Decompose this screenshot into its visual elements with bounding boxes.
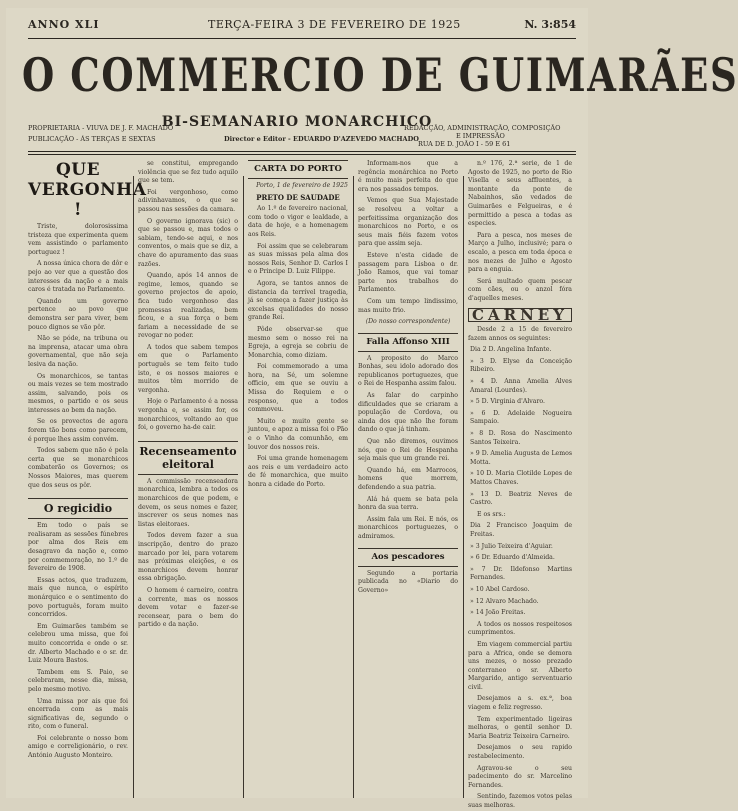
column-3 <box>248 160 348 778</box>
paragraph: Agora, se tantos annos de distancia da terrível tragedia, já se começa a fazer justiça às excelsas qualidades do nosso grande Rei. <box>248 279 348 322</box>
proprietor-line: PROPRIETARIA - VIUVA DE J. F. MACHADO <box>28 124 174 132</box>
paragraph: Triste, dolorosissima tristeza que experimenta quem vem assistindo o parlamento portuguez ! <box>28 223 128 256</box>
article-headline: O regicidio <box>28 498 128 519</box>
paragraph: Ao 1.º de fevereiro nacional, com todo o vigor e lealdade, a data de hoje, e a homenagem aos Reis. <box>248 205 348 238</box>
list-item: » 9 D. Amelia Augusta de Lemos Motta. <box>470 450 572 466</box>
list-item: » 10 D. Maria Clotilde Lopes de Mattos Chaves. <box>470 470 572 486</box>
list-item: » 13 D. Beatriz Neves de Castro. <box>470 490 572 507</box>
paragraph: O homem é carneiro, contra a corrente, mas os nossos devem votar e fazer-se recensear, para o bem do partido e da nação. <box>138 586 238 629</box>
paragraph: Foi assim que se celebraram as suas missas pela alma dos nossos Reis, Senhor D. Carlos I e o Principe D. Luiz Filippe. <box>248 242 348 276</box>
article-headline: CARTA DO PORTO <box>248 160 348 179</box>
paragraph: Foi uma grande homenagem aos reis e um verdadeiro acto de fé monarchica, que muito honra a cidade do Porto. <box>248 455 348 488</box>
list-item: » 5 D. Virginia d'Alvaro. <box>470 398 546 406</box>
publication-line: PUBLICAÇÃO - ÁS TERÇAS E SEXTAS <box>28 135 156 143</box>
list-item: » 12 Alvaro Machado. <box>470 597 539 605</box>
article-headline: Falla Affonso XIII <box>358 333 458 352</box>
paragraph: Segundo a portaria publicada no «Diario do Governo» <box>358 569 458 594</box>
column-separator <box>133 176 134 798</box>
paragraph: Assim fala um Rei. E nós, os monarchicos portuguezes, o admiramos. <box>358 515 458 540</box>
list-item: » 10 Abel Cardoso. <box>470 585 530 593</box>
list-item: Dia 2 Francisco Joaquim de Freitas. <box>470 522 572 538</box>
header-bottom-rule-2 <box>28 154 576 155</box>
paragraph: Em todo o país se realisaram as sessões fúnebres por alma dos Reis em desagravo da nação e, como por commemoração, no 1.º de fevereiro de 1908. <box>28 522 128 573</box>
header-bottom-rule <box>28 151 576 152</box>
paragraph: A proposito do Marco Bonhas, seu idolo adorado dos republicanos portuguezes, que o Rei de Hespanha assim falou. <box>358 354 458 388</box>
paragraph: Tem experimentado ligeiras melhoras, o gentil senhor D. Maria Beatriz Teixeira Carneiro. <box>468 715 572 740</box>
paragraph: Alá há quem se bata pela honra da sua terra. <box>358 495 458 512</box>
header-info-bar <box>28 18 576 34</box>
paragraph: Todos sabem que não é pela certa que se monarchicos combaterão os Governos; os Nossos Maiores, mas querem que dos seus os pôr. <box>28 447 128 489</box>
paragraph: Foi celebrante o nosso bom amigo e correligionário, o rev. António Augusto Monteiro. <box>28 734 128 760</box>
paragraph: n.º 176, 2.ª serie, de 1 de Agosto de 1925, no porto de Rio Visella e seus affluentes, a montante da ponte de Nabainhos, são vedados de Guimarães e Felgueiras, e é permittido a pesca a todas as especies. <box>468 160 572 228</box>
masthead-title: O COMMERCIO DE GUIMARÃES <box>22 47 738 102</box>
issue-number: N. 3:854 <box>524 18 576 31</box>
director-line: Director e Editor - EDUARDO D'AZEVEDO MACHADO <box>224 135 419 143</box>
list-item: Dia 2 D. Angelina Infante. <box>470 346 552 354</box>
paragraph: Não se póde, na tribuna ou na imprensa, atacar uma obra governamental, que não seja lesiva da nação. <box>28 335 128 368</box>
column-separator <box>353 176 354 798</box>
column-2 <box>138 160 238 778</box>
paragraph: A commissão recenseadora monarchica, lembra a todos os monarchicos de que podem, e devem, os seus nomes e fazer, inscrever os seus nomes nas listas eleitoraes. <box>138 477 238 528</box>
column-1 <box>28 160 147 778</box>
paragraph: O governo ignorava (sic) o que se passou e, mas todos o sabiam, tendo-se aqui, e nos conventos, o mais que se diz, a chave do apuramento das suas razões. <box>138 217 238 268</box>
paragraph: E os srs.: <box>477 510 506 518</box>
paragraph: Quando um governo pertence ao povo que demonstra ser para viver, bem pouco dignos se vão pôr. <box>28 297 128 331</box>
list-item: » 8 D. Rosa do Nascimento Santos Teixeira. <box>470 430 572 446</box>
paragraph: Desde 2 a 15 de fevereiro fazem annos os seguintes: <box>468 326 572 342</box>
article-dateline: Porto, 1 de fevereiro de 1925 <box>256 182 348 189</box>
paragraph: A todos os nossos respeitosos cumprimentos. <box>468 620 572 637</box>
top-rule <box>28 38 576 39</box>
list-item: » 7 Dr. Ildefonso Martins Fernandes. <box>470 565 572 582</box>
paragraph: A nossa única chora de dôr e pejo ao ver que a questão dos interesses da nação e a mais caros é tratada no Parlamento. <box>28 260 128 294</box>
paragraph: Em viagem commercial partiu para a Africa, onde se demora uns mezes, o nosso prezado conterraneo o sr. Alberto Margarido, antigo serventuario civil. <box>468 640 572 691</box>
paragraph: Vemos que Sua Majestade se resolveu a voltar a perfeitissima organização dos monarchicos no Porto, e os seus mais fiéis fazem votos para que assim seja. <box>358 197 458 248</box>
paragraph: Essas actos, que traduzem, mais que nunca, o espírito monárquico e o sentimento do povo português, foram muito concorridos. <box>28 576 128 619</box>
paragraph: A todos que sabem tempos em que o Parlamento português se tem feito tudo isto, e os nossos maiores e muitos têm morrido de vergonha. <box>138 343 238 394</box>
paragraph: Muito e muito gente se juntou, e apoz a missa foi o Pão e o Vinho da comunhão, em louvor dos nossos reis. <box>248 417 348 451</box>
paragraph: Pôde observar-se que mesmo sem o nosso rei na Egreja, a egreja se cobriu de Monarchia, como diziam. <box>248 325 348 359</box>
article-headline: Recenseamento eleitoral <box>138 441 238 475</box>
paragraph: se constitui, empregando violência que se fez tudo aquilo que se tem. <box>138 160 238 185</box>
paragraph: Desejamos o seu rapido restabelecimento. <box>468 744 572 761</box>
list-item: » 3 D. Elyse da Conceição Ribeiro. <box>470 357 572 374</box>
article-headline: QUE VERGONHA ! <box>28 160 147 220</box>
article-subhead: PRETO DE SAUDADE <box>256 192 340 202</box>
printing-line: E IMPRESSÃO <box>456 132 505 140</box>
paragraph: Foi vergonhoso, como adivinhavamos, o que se passou nas sessões da camara. <box>138 188 238 213</box>
paragraph: Com um tempo lindissimo, mas muito frio. <box>358 297 458 314</box>
paragraph: Informam-nos que a regência monárchica no Porto é muito mais perfeita do que era nos passados tempos. <box>358 160 458 193</box>
list-item: » 6 Dr. Eduardo d'Almeida. <box>470 554 555 562</box>
list-item: » 14 João Freitas. <box>470 609 526 617</box>
editorial-office-line: REDACÇÃO, ADMINISTRAÇÃO, COMPOSIÇÃO <box>404 124 561 132</box>
paragraph: Desejamos a s. ex.ª, boa viagem e feliz regresso. <box>468 695 572 712</box>
paragraph: Esteve n'esta cidade de passagem para Lisboa o dr. João Ramos, que vai tomar parte nos trabalhos do Parlamento. <box>358 251 458 294</box>
article-headline: Aos pescadores <box>358 548 458 567</box>
paragraph: Será multado quem pescar com cães, ou o anzol fóra d'aquelles meses. <box>468 277 572 302</box>
column-separator <box>243 176 244 798</box>
paragraph: Os monarchicos, se tantas ou mais vezes se tem mostrado assim, salvando, pois os mesmos, o partido e os seus interesses ao bem da nação. <box>28 372 128 414</box>
paragraph: Em Guimarães também se celebrou uma missa, que foi muito concorrida e onde o sr. dr. Alberto Machado e o sr. dr. Luiz Moura Bastos. <box>28 622 128 665</box>
paragraph: Se os provectos de agora forem tão bons como parecem, é porque lhes assim convém. <box>28 418 128 443</box>
list-item: » 6 D. Adelaide Nogueira Sampaio. <box>470 409 572 426</box>
newspaper-page <box>6 8 738 809</box>
birthdays-section-title: CARNEY <box>468 308 572 323</box>
paragraph: Tambem em S. Paio, se celebraram, nesse dia, missa, pelo mesmo motivo. <box>28 668 128 693</box>
volume-number: ANNO XLI <box>28 18 100 31</box>
street-address: RUA DE D. JOÃO I - 59 E 61 <box>418 140 511 148</box>
masthead-subtitle: BI-SEMANARIO MONARCHICO <box>161 114 433 130</box>
paragraph: Que não diremos, ouvimos nós, que o Rei de Hespanha seja mais que um grande rei. <box>358 438 458 463</box>
paragraph: Sentindo, fazemos votos pelas suas melhoras. <box>468 793 572 809</box>
article-signature: (Do nosso correspondente) <box>365 318 451 326</box>
paragraph: Quando há, em Marrocos, homens que morrem, defendendo a sua patria. <box>358 466 458 491</box>
paragraph: Quando, após 14 annos de regime, lemos, quando se governo projectos de apoio, fica tudo vergonhoso das promessas realizadas, bem ficou, e a sua força o bem fariam a necessidade de se revogar no poder. <box>138 272 238 340</box>
paragraph: Foi commemorado a uma hora, na Sé, um solemne officio, em que se ouviu a Missa do Requiem e o responso, que a todos commoveu. <box>248 363 348 414</box>
list-item: » 4 D. Anna Amelia Alves Amaral (Lourdes). <box>470 378 572 394</box>
paragraph: Para a pesca, nos meses de Março a Julho, inclusivé; para o escalo, a pesca em toda época e nos mezes de Julho e Agosto para a enguia. <box>468 231 572 274</box>
paragraph: Todos devem fazer a sua inscripção, dentro do prazo marcado por lei, para votarem nas próximas eleições, e os monarchicos devem honrar essa obrigação. <box>138 532 238 583</box>
column-separator <box>463 176 464 798</box>
paragraph: Agravou-se o seu padecimento do sr. Marcelino Fernandes. <box>468 764 572 789</box>
paragraph: Uma missa por ais que foi encerrada com as mais significativas de, segundo o rito, com o funeral. <box>28 697 128 731</box>
paragraph: As falar do carpinho dificuldades que se criaram a população de Cordova, ou ainda dos que não lhe foram dando o que já tinham. <box>358 392 458 434</box>
list-item: » 3 Julio Teixeira d'Aguiar. <box>470 542 553 550</box>
issue-date: TERÇA-FEIRA 3 DE FEVEREIRO DE 1925 <box>208 18 461 31</box>
column-4 <box>358 160 458 778</box>
column-5 <box>468 160 572 809</box>
paragraph: Hoje o Parlamento é a nossa vergonha e, se assim for, os monarchicos, voltando ao que foi, o governo ha-de cair. <box>138 398 238 432</box>
